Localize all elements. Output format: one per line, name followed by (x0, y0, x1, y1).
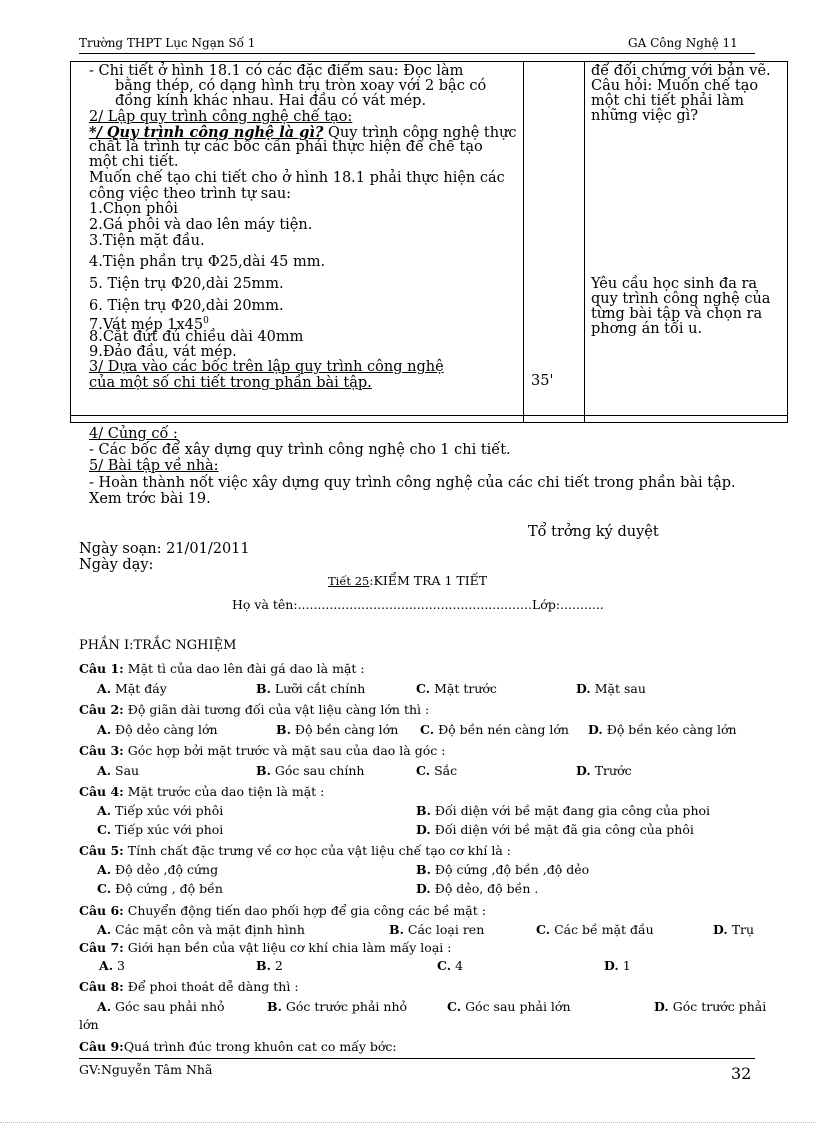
note-line: từng bài tập và chọn ra (591, 306, 763, 322)
question-6: Câu 6: Chuyển động tiến dao phối hợp để gia công các bề mặt : (79, 903, 486, 918)
header-school: Trường THPT Lục Ngạn Số 1 (79, 36, 256, 50)
signature-line: Tổ trởng ký duyệt (528, 524, 659, 540)
content-line: 9.Đảo đầu, vát mép. (89, 344, 237, 360)
name-line: Họ và tên:...........................................................Lớp:........... (232, 597, 604, 612)
consolidation-heading: 4/ Củng cố : (89, 426, 178, 442)
option: D. 1 (604, 958, 631, 973)
content-heading: 3/ Dựa vào các bốc trên lập quy trình công nghệ (89, 359, 444, 375)
option: B. Lưỡi cắt chính (256, 681, 366, 696)
content-line: 6. Tiện trụ Φ20,dài 20mm. (89, 298, 284, 314)
time-cell: 35' (531, 373, 554, 389)
option: C. Các bề mặt đầu (536, 922, 654, 937)
table-col-sep-2 (584, 62, 585, 422)
note-line: quy trình công nghệ của (591, 291, 771, 307)
question-8: Câu 8: Để phoi thoát dễ dàng thì : (79, 979, 299, 994)
option: B. Độ bền càng lớn (276, 722, 399, 737)
question-2: Câu 2: Độ giãn dài tương đối của vật liệu càng lớn thì : (79, 702, 430, 717)
degree-superscript: 0 (203, 316, 209, 326)
table-notes-bottom (591, 277, 783, 337)
option: C. 4 (437, 958, 464, 973)
content-line: Muốn chế tạo chi tiết cho ở hình 18.1 phải thực hiện các (89, 170, 505, 186)
question-1: Câu 1: Mặt tì của dao lên đài gá dao là mặt : (79, 661, 365, 676)
option: B. Góc sau chính (256, 763, 365, 778)
content-line: */ Quy trình công nghệ là gì? Quy trình công nghệ thực (89, 124, 517, 141)
content-line: 4.Tiện phần trụ Φ25,dài 45 mm. (89, 254, 326, 270)
exam-period: Tiết 25 (328, 574, 370, 588)
option: B. Đối diện với bề mặt đang gia công của phoi (416, 803, 711, 818)
content-line: 5. Tiện trụ Φ20,dài 25mm. (89, 276, 284, 292)
homework-item: - Hoàn thành nốt việc xây dựng quy trình công nghệ của các chi tiết trong phần bài tập. (89, 475, 736, 491)
option: D. Độ bền kéo càng lớn (588, 722, 737, 737)
option: D. Độ dẻo, độ bền . (416, 881, 539, 896)
option: A. Mặt đáy (97, 681, 167, 696)
header-rule (79, 53, 755, 54)
homework-heading: 5/ Bài tập về nhà: (89, 458, 219, 474)
option: D. Góc trước phải (654, 999, 767, 1014)
table-col-sep-1 (523, 62, 524, 422)
table-notes-top (591, 64, 783, 124)
content-line: công việc theo trình tự sau: (89, 186, 292, 202)
lesson-table (70, 61, 788, 423)
option: C. Độ bền nén càng lớn (420, 722, 569, 737)
note-line: Yêu cầu học sinh đa ra (591, 276, 758, 292)
question-4: Câu 4: Mặt trước của dao tiện là mặt : (79, 784, 325, 799)
note-line: Câu hỏi: Muốn chế tạo (591, 78, 759, 94)
option: A. Góc sau phải nhỏ (97, 999, 225, 1014)
content-line: chất là trình tự các bốc cần phải thực hiện để chế tạo (89, 139, 483, 155)
note-line: một chi tiết phải làm (591, 93, 744, 109)
content-line: 1.Chọn phôi (89, 201, 178, 217)
date-prepared: Ngày soạn: 21/01/2011 (79, 541, 250, 557)
note-line: phơng án tối u. (591, 321, 703, 337)
note-line: để đối chứng với bản vẽ. (591, 63, 771, 79)
option: D. Trước (576, 763, 632, 778)
footer-teacher: GV:Nguyễn Tâm Nhã (79, 1062, 213, 1077)
option: A. Tiếp xúc với phôi (97, 803, 224, 818)
header-subject: GA Công Nghệ 11 (628, 36, 738, 50)
option: B. Góc trước phải nhỏ (267, 999, 408, 1014)
option: A. Độ dẻo càng lớn (97, 722, 218, 737)
exam-title (328, 573, 487, 588)
question-3: Câu 3: Góc hợp bởi mặt trước và mặt sau của dao là góc : (79, 743, 446, 758)
option: D. Đối diện với bề mặt đã gia công của phôi (416, 822, 694, 837)
content-line: 2.Gá phôi và dao lên máy tiện. (89, 217, 313, 233)
note-line: những việc gì? (591, 108, 699, 124)
option: B. 2 (256, 958, 283, 973)
footer-rule (79, 1058, 755, 1059)
option: C. Độ cứng , độ bền (97, 881, 223, 896)
page-number: 32 (731, 1064, 752, 1083)
option: D. Trụ (713, 922, 755, 937)
next-lesson: Xem trớc bài 19. (89, 491, 211, 507)
option: A. Sau (97, 763, 140, 778)
option: B. Các loại ren (389, 922, 485, 937)
question-9: Câu 9:Quá trình đúc trong khuôn cat co mấy bớc: (79, 1039, 397, 1054)
exam-title-text: :KIỂM TRA 1 TIẾT (369, 573, 488, 588)
content-line: bằng thép, có dạng hình trụ tròn xoay với 2 bậc có (115, 78, 487, 94)
option: D. Mặt sau (576, 681, 646, 696)
option: B. Độ cứng ,độ bền ,độ dẻo (416, 862, 590, 877)
content-line: 3.Tiện mặt đầu. (89, 233, 205, 249)
content-line: 7.Vát mép $1x45^0$ (89, 316, 209, 333)
content-line: - Chi tiết ở hình 18.1 có các đặc điểm sau: Đọc làm (89, 63, 464, 79)
content-line: một chi tiết. (89, 154, 179, 170)
option: A. 3 (99, 958, 125, 973)
option: A. Độ dẻo ,độ cứng (97, 862, 219, 877)
option: C. Tiếp xúc với phoi (97, 822, 224, 837)
section-heading: PHẦN I:TRẮC NGHIỆM (79, 638, 237, 653)
content-heading: 2/ Lập quy trình công nghệ chế tạo: (89, 109, 353, 125)
consolidation-item: - Các bốc để xây dựng quy trình công nghệ cho 1 chi tiết. (89, 442, 511, 458)
option: C. Sắc (416, 763, 458, 778)
option: C. Mặt trước (416, 681, 497, 696)
question-7: Câu 7: Giới hạn bền của vật liệu cơ khí chia làm mấy loại : (79, 940, 452, 955)
table-content-column (89, 64, 519, 391)
content-line: của một số chi tiết trong phần bài tập. (89, 375, 372, 391)
date-taught: Ngày dạy: (79, 557, 154, 573)
table-inner-rule (71, 415, 787, 416)
question-5: Câu 5: Tính chất đặc trưng về cơ học của vật liệu chế tạo cơ khí là : (79, 843, 512, 858)
option-wrap: lớn (79, 1017, 99, 1032)
option: C. Góc sau phải lớn (447, 999, 571, 1014)
option: A. Các mặt côn và mặt định hình (97, 922, 305, 937)
content-line: đồng kính khác nhau. Hai đầu có vát mép. (115, 93, 427, 109)
content-line: 8.Cắt đứt đủ chiều dài 40mm (89, 329, 304, 345)
